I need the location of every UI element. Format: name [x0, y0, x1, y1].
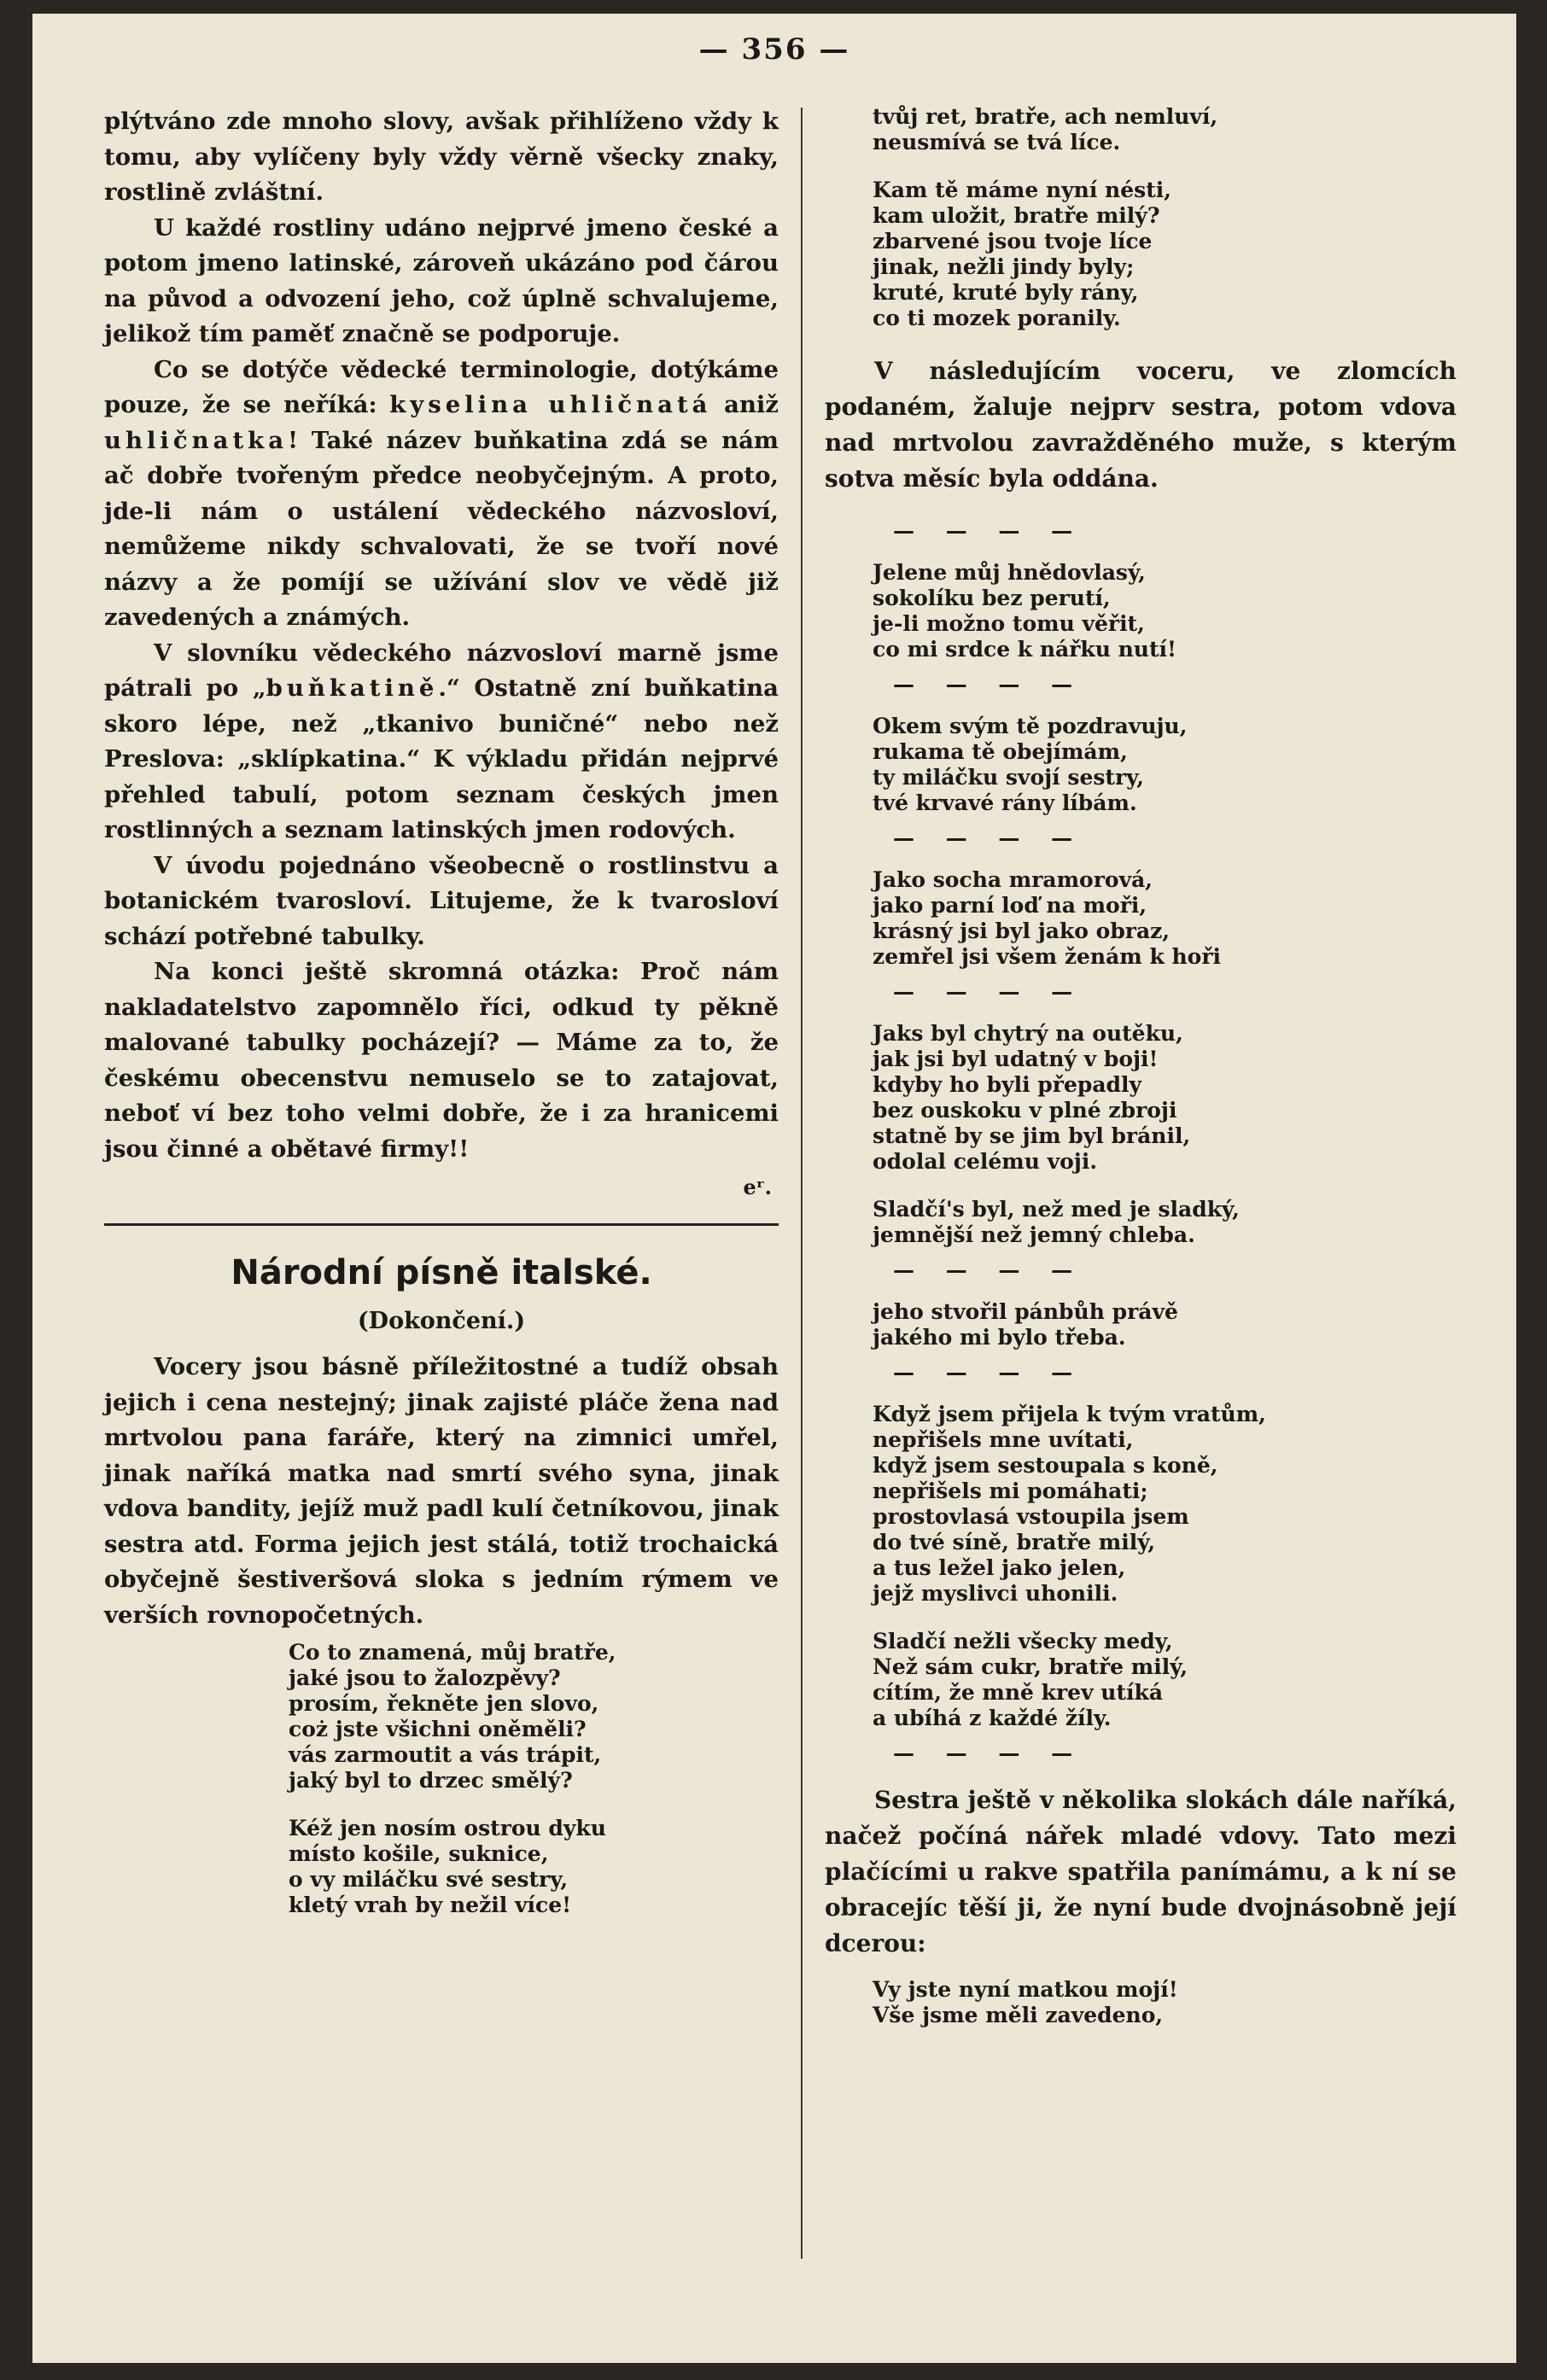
stanza [825, 1197, 1457, 1248]
review-paragraph: plýtváno zde mnoho slovy, avšak přihlíženo vždy k tomu, aby vylíčeny byly vždy věrně všecky znaky, rostlině zvláštní. [104, 108, 779, 206]
stanza [825, 1402, 1457, 1607]
verse-line: neusmívá se tvá líce. [873, 130, 1121, 155]
text-run: Co se dotýče vědecké terminologie, dotýkáme pouze, že se neříká: [104, 355, 779, 418]
text-run: aniž [711, 391, 779, 418]
review-paragraph: U každé rostliny udáno nejprvé jmeno české a potom jmeno latinské, zároveň ukázáno pod čárou na původ a odvození jeho, což úplně schvalujeme, jelikož tím paměť značně se podporuje. [104, 213, 779, 347]
stanza-separator: — — — — [893, 1360, 1085, 1385]
verse-line: Co to znamená, můj bratře, [289, 1640, 616, 1665]
verse-line: a tus ležel jako jelen, [873, 1555, 1126, 1580]
stanza-separator: — — — — [893, 1741, 1085, 1765]
spaced-term: uhličnatka [104, 426, 289, 454]
slovnik-paragraph [104, 636, 779, 849]
verse-line: nepřišels mi pomáhati; [873, 1479, 1148, 1503]
stanza [825, 104, 1457, 155]
verse-line: prosím, řekněte jen slovo, [289, 1691, 599, 1716]
verse-line: coż jste všichni oněměli? [289, 1717, 587, 1741]
verse-line: tvůj ret, bratře, ach nemluví, [873, 104, 1218, 129]
verse-line: Sladčí's byl, než med je sladký, [873, 1197, 1240, 1222]
verse-line: Jako socha mramorová, [873, 867, 1153, 892]
verse-line: jejž myslivci uhonili. [873, 1581, 1118, 1606]
stanza [825, 178, 1457, 331]
verse-line: jakého mi bylo třeba. [873, 1325, 1126, 1350]
stanza [825, 1021, 1457, 1175]
verse-line: odolal celému voji. [873, 1149, 1098, 1174]
verse-line: Jelene můj hnědovlasý, [873, 560, 1146, 585]
verse-line: ty miláčku svojí sestry, [873, 765, 1144, 790]
verse-line: rukama tě obejímám, [873, 739, 1128, 764]
verse-line: když jsem sestoupala s koně, [873, 1453, 1218, 1478]
text-run: .“ Ostatně zní buňkatina skoro lépe, než „tkanivo buničné“ nebo než Preslova: „sklípkatina.“ K výkladu přidán nejprvé přehled tabulí, potom seznam českých jmen rostlinných a seznam latinských jmen rodových. [104, 674, 779, 843]
verse-line: kletý vrah by nežil více! [289, 1893, 572, 1917]
verse-line: jak jsi byl udatný v boji! [873, 1047, 1159, 1071]
verse-line: Vy jste nyní matkou mojí! [873, 1977, 1178, 2002]
review-paragraph: V úvodu pojednáno všeobecně o rostlinstvu a botanickém tvarosloví. Litujeme, že k tvarosloví schází potřebné tabulky. [104, 851, 779, 950]
left-column [104, 104, 779, 1940]
spaced-term: buňkatině [266, 674, 439, 702]
verse-line: kam uložit, bratře milý? [873, 203, 1160, 228]
verse-line: Sladčí nežli všecky medy, [873, 1629, 1173, 1654]
verse-line: tvé krvavé rány líbám. [873, 790, 1137, 815]
verse-line: je-li možno tomu věřit, [873, 611, 1145, 636]
verse-line: krásný jsi byl jako obraz, [873, 919, 1170, 943]
stanza-separator: — — — — [893, 979, 1085, 1004]
body-paragraph: V následujícím voceru, ve zlomcích podaném, žaluje nejprv sestra, potom vdova nad mrtvolou zavražděného muže, s kterým sotva měsíc byla oddána. [825, 357, 1457, 493]
verse-line: Okem svým tě pozdravuju, [873, 714, 1188, 738]
body-paragraph: Sestra ještě v několika slokách dále naříká, načež počíná nářek mladé vdovy. Tato mezi plačícími u rakve spatřila panímámu, a k ní se obracejíc těší ji, že nyní bude dvojnásobně její dcerou: [825, 1786, 1457, 1957]
verse-line: statně by se jim byl bránil, [873, 1123, 1191, 1148]
text-run: ! Také název buňkatina zdá se nám ač dobře tvořeným předce neobyčejným. A proto, jde-li nám o ustálení vědeckého názvosloví, nemůžeme nikdy schvalovati, že se tvoří nové názvy a že pomíjí se užívání slov ve vědě již zavedených a známých. [104, 426, 779, 631]
signature: eʳ. [743, 1175, 772, 1199]
verse-line: vás zarmoutit a vás trápit, [289, 1742, 602, 1767]
verse-line: Než sám cukr, bratře milý, [873, 1654, 1188, 1679]
verse-line: jeho stvořil pánbůh právě [873, 1299, 1178, 1324]
stanza [104, 1816, 779, 1918]
page [32, 14, 1516, 2363]
article-subtitle: (Dokončení.) [357, 1308, 526, 1334]
verse-line: jako parní loď na moři, [873, 893, 1147, 918]
spaced-term: kyselina uhličnatá [389, 391, 712, 418]
stanza [825, 1977, 1457, 2028]
stanza [825, 1629, 1457, 1731]
section-divider [104, 1223, 779, 1226]
stanza [825, 714, 1457, 816]
verse-line: zemřel jsi všem ženám k hoři [873, 944, 1221, 969]
stanza-separator: — — — — [893, 825, 1085, 850]
verse-line: o vy miláčku své sestry, [289, 1867, 569, 1892]
verse-line: bez ouskoku v plné zbroji [873, 1098, 1177, 1123]
verse-line: nepřišels mne uvítati, [873, 1427, 1134, 1452]
verse-line: Kéž jen nosím ostrou dyku [289, 1816, 606, 1840]
stanza [825, 867, 1457, 970]
verse-line: jemnější než jemný chleba. [873, 1222, 1195, 1247]
verse-line: jaké jsou to žalozpěvy? [289, 1665, 561, 1690]
verse-line: místo košile, suknice, [289, 1841, 549, 1866]
review-paragraph: Na konci ještě skromná otázka: Proč nám nakladatelstvo zapomnělo říci, odkud ty pěkně malované tabulky pocházejí? — Máme za to, že českému obecenstvu nemuselo se to zatajovat, neboť ví bez toho velmi dobře, že i za hranicemi jsou činné a obětavé firmy!! [104, 958, 779, 1163]
verse-line: jinak, nežli jindy byly; [873, 254, 1135, 279]
column-divider [801, 108, 803, 2259]
verse-line: sokolíku bez perutí, [873, 586, 1111, 610]
verse-line: cítím, že mně krev utíká [873, 1680, 1164, 1705]
verse-line: Kam tě máme nyní nésti, [873, 178, 1171, 202]
stanza [825, 560, 1457, 662]
text-run: V slovníku vědeckého názvosloví marně jsme pátrali po „ [104, 639, 779, 702]
article-title: Národní písně italské. [231, 1253, 652, 1292]
stanza [825, 1299, 1457, 1350]
verse-line: Vše jsme měli zavedeno, [873, 2003, 1164, 2027]
verse-line: do tvé síně, bratře milý, [873, 1530, 1156, 1555]
terminology-paragraph [104, 353, 779, 636]
page-number: — 356 — [698, 32, 850, 67]
right-column [825, 104, 1457, 2050]
verse-line: kruté, kruté byly rány, [873, 280, 1139, 305]
verse-line: a ubíhá z každé žíly. [873, 1706, 1112, 1730]
verse-line: co ti mozek poranily. [873, 306, 1121, 330]
verse-line: zbarvené jsou tvoje líce [873, 229, 1153, 254]
verse-line: Jaks byl chytrý na outěku, [873, 1021, 1183, 1046]
verse-line: Když jsem přijela k tvým vratům, [873, 1402, 1266, 1426]
stanza [104, 1640, 779, 1794]
verse-line: kdyby ho byli přepadly [873, 1072, 1142, 1097]
stanza-separator: — — — — [893, 518, 1085, 543]
verse-line: jaký byl to drzec smělý? [289, 1768, 573, 1793]
intro-paragraph: Vocery jsou básně příležitostné a tudíž obsah jejich i cena nestejný; jinak zajisté pláče žena nad mrtvolou pana faráře, který na zimnici umřel, jinak naříká matka nad smrtí svého syna, jinak vdova bandity, jejíž muž padl kulí četníkovou, jinak sestra atd. Forma jejich jest stálá, totiž trochaická obyčejně šestiveršová sloka s jedním rýmem ve verších rovnopočetných. [104, 1353, 779, 1629]
stanza-separator: — — — — [893, 672, 1085, 697]
stanza-separator: — — — — [893, 1257, 1085, 1282]
verse-line: prostovlasá vstoupila jsem [873, 1504, 1189, 1529]
verse-line: co mi srdce k nářku nutí! [873, 637, 1176, 662]
